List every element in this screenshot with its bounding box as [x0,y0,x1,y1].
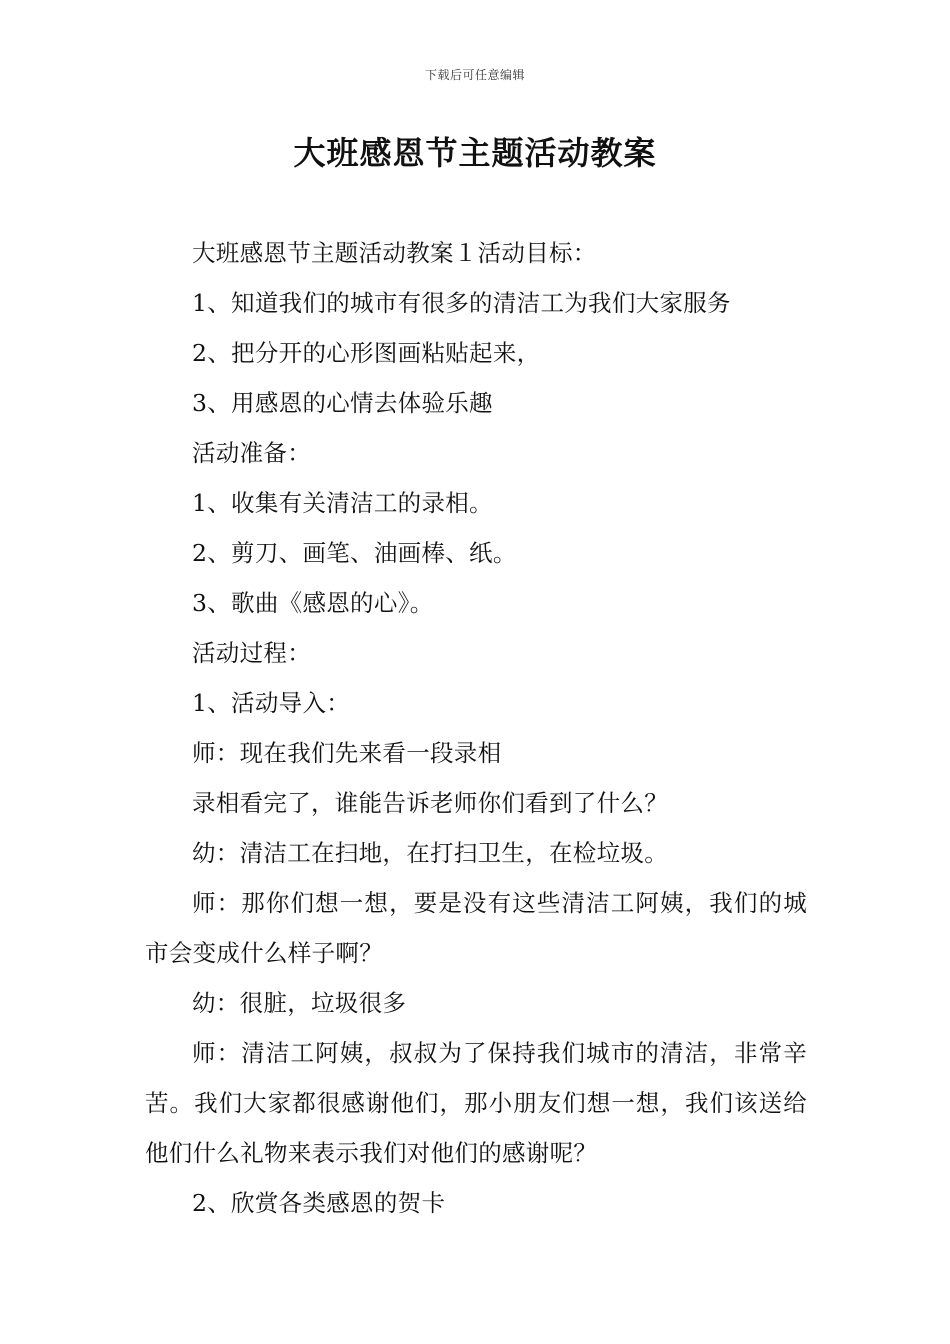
paragraph: 师：那你们想一想，要是没有这些清洁工阿姨，我们的城市会变成什么样子啊？ [145,889,807,967]
document-body [145,228,807,1228]
paragraph: 大班感恩节主题活动教案１活动目标： [192,239,597,267]
document-title: 大班感恩节主题活动教案 [293,134,657,172]
paragraph: 1、知道我们的城市有很多的清洁工为我们大家服务 [192,289,731,317]
paragraph: 2、欣赏各类感恩的贺卡 [192,1189,446,1217]
paragraph: 活动过程： [192,639,311,667]
paragraph: 师：现在我们先来看一段录相 [192,739,502,767]
paragraph: 幼：清洁工在扫地，在打扫卫生，在检垃圾。 [192,839,668,867]
paragraph: 2、剪刀、画笔、油画棒、纸。 [192,539,517,567]
paragraph: 活动准备： [192,439,311,467]
paragraph: 3、用感恩的心情去体验乐趣 [192,389,493,417]
header-note: 下载后可任意编辑 [424,68,525,82]
paragraph: 3、歌曲《感恩的心》。 [192,589,434,617]
paragraph: 1、收集有关清洁工的录相。 [192,489,493,517]
paragraph: 2、把分开的心形图画粘贴起来， [192,339,541,367]
paragraph: 录相看完了，谁能告诉老师你们看到了什么？ [192,789,668,817]
paragraph: 1、活动导入： [192,689,351,717]
paragraph: 幼：很脏，垃圾很多 [192,989,407,1017]
paragraph: 师：清洁工阿姨，叔叔为了保持我们城市的清洁，非常辛苦。我们大家都很感谢他们，那小朋友们想一想，我们该送给他们什么礼物来表示我们对他们的感谢呢？ [145,1039,807,1167]
